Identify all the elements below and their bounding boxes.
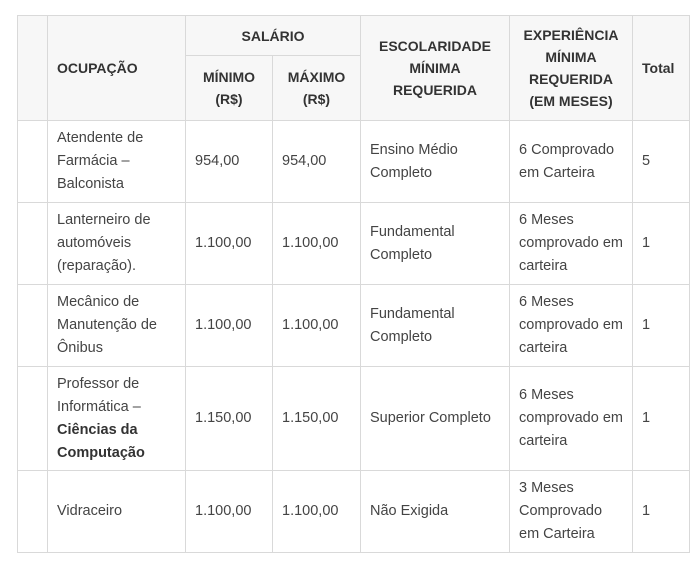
cell-experiencia: 6 Meses comprovado em carteira [510,203,633,285]
cell-total: 5 [633,121,690,203]
cell-minimo: 954,00 [186,121,273,203]
cell-total: 1 [633,471,690,553]
cell-total: 1 [633,285,690,367]
cell-ocupacao-bold: Ciências da Computação [57,421,145,461]
cell-ocupacao [48,367,186,471]
table-row [18,285,690,367]
row-index-cell [18,203,48,285]
row-index-cell [18,285,48,367]
row-index-cell [18,121,48,203]
header-total: Total [633,16,690,121]
table-row [18,203,690,285]
cell-experiencia: 6 Comprovado em Carteira [510,121,633,203]
cell-minimo: 1.100,00 [186,203,273,285]
cell-ocupacao: Lanterneiro de automóveis (reparação). [48,203,186,285]
cell-ocupacao-text: Professor de Informática – [57,375,141,415]
cell-minimo: 1.100,00 [186,471,273,553]
cell-escolaridade: Superior Completo [361,367,510,471]
cell-escolaridade: Fundamental Completo [361,285,510,367]
header-ocupacao: OCUPAÇÃO [48,16,186,121]
row-index-cell [18,367,48,471]
cell-maximo: 1.100,00 [273,203,361,285]
cell-ocupacao: Vidraceiro [48,471,186,553]
header-salario: SALÁRIO [186,16,361,56]
cell-experiencia: 3 Meses Comprovado em Carteira [510,471,633,553]
header-escolaridade: ESCOLARIDADE MÍNIMA REQUERIDA [361,16,510,121]
table-row [18,121,690,203]
cell-total: 1 [633,367,690,471]
table-row [18,471,690,553]
cell-escolaridade: Ensino Médio Completo [361,121,510,203]
cell-maximo: 1.100,00 [273,285,361,367]
cell-escolaridade: Não Exigida [361,471,510,553]
cell-maximo: 1.100,00 [273,471,361,553]
cell-ocupacao: Mecânico de Manutenção de Ônibus [48,285,186,367]
header-experiencia: EXPERIÊNCIA MÍNIMA REQUERIDA (EM MESES) [510,16,633,121]
job-openings-table [17,15,690,553]
cell-experiencia: 6 Meses comprovado em carteira [510,367,633,471]
cell-minimo: 1.100,00 [186,285,273,367]
cell-minimo: 1.150,00 [186,367,273,471]
cell-maximo: 954,00 [273,121,361,203]
header-maximo: MÁXIMO (R$) [273,56,361,121]
header-minimo: MÍNIMO (R$) [186,56,273,121]
row-index-cell [18,471,48,553]
table-row [18,367,690,471]
cell-experiencia: 6 Meses comprovado em carteira [510,285,633,367]
cell-maximo: 1.150,00 [273,367,361,471]
header-index-cell [18,16,48,121]
cell-ocupacao: Atendente de Farmácia – Balconista [48,121,186,203]
cell-total: 1 [633,203,690,285]
cell-escolaridade: Fundamental Completo [361,203,510,285]
